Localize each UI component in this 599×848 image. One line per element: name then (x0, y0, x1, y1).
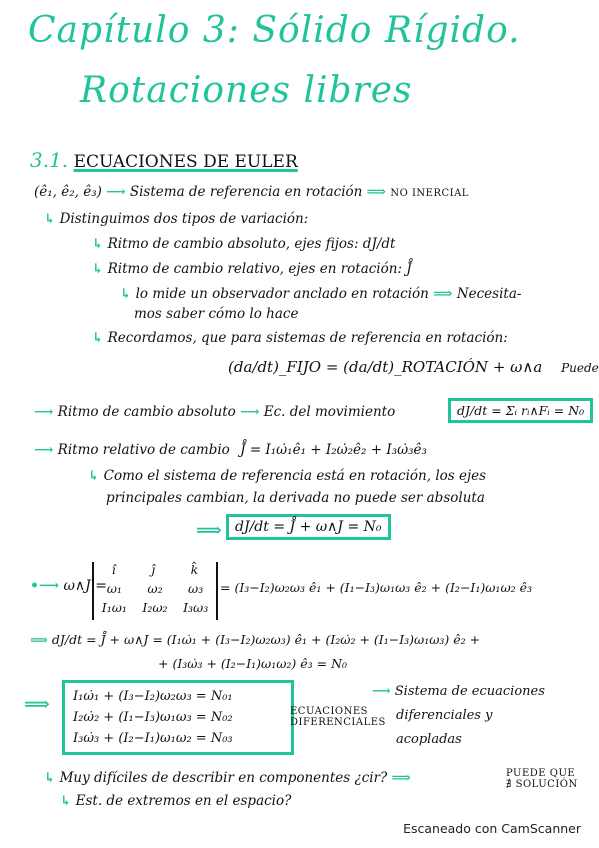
section-title: ECUACIONES DE EULER (73, 152, 298, 172)
closing-side-1: PUEDE QUE (506, 768, 576, 779)
rotation-formula-text: (da/dt)_FIJO = (da/dt)_ROTACIÓN + ω∧a (228, 358, 543, 376)
measured-text: lo mide un observador anclado en rotación (135, 286, 429, 302)
hook-arrow-icon: ↳ (60, 793, 72, 809)
hook-arrow-icon: ↳ (44, 211, 56, 227)
necessity-text: Necesita- (456, 286, 522, 302)
diff-eq-label (290, 706, 386, 728)
double-arrow-icon: ⟹ (30, 632, 48, 647)
chapter-title-line2: Rotaciones libres (80, 70, 413, 111)
necessity-line-2: mos saber cómo lo hace (134, 306, 299, 322)
arrow-right-icon: ⟹ (391, 770, 411, 786)
hook-arrow-icon: ↳ (120, 286, 132, 302)
absolute-rate-box: dJ/dt = Σᵢ rᵢ∧Fᵢ = N₀ (448, 398, 593, 423)
matrix-cell: ω₂ (147, 581, 163, 596)
system-desc (372, 684, 545, 699)
hook-arrow-icon: ↳ (44, 770, 56, 786)
hook-arrow-icon: ↳ (92, 236, 104, 252)
arrow-right-icon: ⟶ (106, 184, 126, 200)
relative-rate-formula: J̊ = I₁ω̇₁ê₁ + I₂ω̇₂ê₂ + I₃ω̇₃ê₃ (240, 442, 427, 458)
measured-line (120, 286, 521, 302)
closing-line-2 (60, 793, 291, 809)
matrix-cell: ω₃ (188, 581, 204, 596)
diff-eq-label-2: DIFERENCIALES (290, 717, 386, 728)
matrix-cell: k̂ (190, 562, 199, 577)
diff-eq-label-1: ECUACIONES (290, 706, 368, 717)
euler-eq-3: I₃ω̇₃ + (I₂−I₁)ω₁ω₂ = N₀₃ (73, 731, 233, 746)
system-arrow (24, 694, 50, 715)
dot-arrow-icon: •⟶ (30, 578, 60, 594)
closing-text-1: Muy difíciles de describir en componentes ¿cir? (59, 770, 388, 786)
basis: (ê₁, ê₂, ê₃) (34, 184, 102, 200)
arrow-right-icon: ⟶ (372, 684, 391, 699)
relative-text: Ritmo de cambio relativo, ejes en rotación: J̊ (107, 261, 412, 277)
note-line-2: principales cambian, la derivada no puede ser absoluta (106, 490, 485, 506)
note-text-1: Como el sistema de referencia está en rotación, los ejes (103, 468, 487, 484)
matrix-cell: ĵ (151, 562, 156, 577)
absolute-rate-line (34, 404, 395, 420)
matrix-cell: î (111, 562, 116, 577)
scanner-watermark: Escaneado con CamScanner (403, 821, 581, 836)
absolute-rate-label: Ritmo de cambio absoluto (57, 404, 236, 420)
closing-line-1 (44, 770, 411, 786)
cross-result: = (I₃−I₂)ω₂ω₃ ê₁ + (I₁−I₃)ω₁ω₃ ê₂ + (I₂−I₁)ω₁ω₂ ê₃ (220, 580, 533, 595)
chapter-title-line1: Capítulo 3: Sólido Rígido. (28, 10, 521, 51)
rotation-formula (228, 358, 599, 376)
frame-text: Sistema de referencia en rotación (129, 184, 363, 200)
determinant-matrix (92, 562, 218, 620)
arrow-right-icon: ⟶ (34, 404, 54, 420)
matrix-cell: ω₁ (106, 581, 122, 596)
absolute-line (92, 236, 395, 252)
arrow-right-icon: ⟹ (366, 184, 387, 200)
system-desc-1: Sistema de ecuaciones (394, 684, 545, 699)
matrix-cell: I₂ω₂ (142, 600, 168, 615)
recall-text: Recordamos, que para sistemas de referencia en rotación: (107, 330, 508, 346)
arrow-right-icon: ⟹ (433, 286, 453, 302)
absolute-text: Ritmo de cambio absoluto, ejes fijos: dJ/dt (107, 236, 396, 252)
double-arrow-icon: ⟹ (196, 520, 222, 541)
full-eq-line-2: + (I₃ω̇₃ + (I₂−I₁)ω₁ω₂) ê₃ = N₀ (158, 656, 348, 671)
arrow-right-icon: ⟶ (240, 404, 260, 420)
matrix-row (94, 581, 216, 600)
system-desc-line-3: acopladas (396, 732, 462, 747)
relative-rate-line (34, 442, 427, 458)
matrix-cell: I₁ω₁ (101, 600, 127, 615)
closing-text-2: Est. de extremos en el espacio? (75, 793, 292, 809)
hook-arrow-icon: ↳ (92, 261, 104, 277)
full-eq-line-1 (30, 632, 480, 647)
matrix-cell: I₃ω₃ (183, 600, 209, 615)
euler-system-box (62, 680, 294, 755)
hook-arrow-icon: ↳ (92, 330, 104, 346)
euler-vector-box: dJ/dt = J̊ + ω∧J = N₀ (226, 514, 391, 540)
euler-eq-1: I₁ω̇₁ + (I₃−I₂)ω₂ω₃ = N₀₁ (73, 689, 233, 704)
recall-line (92, 330, 508, 346)
two-types-text: Distinguimos dos tipos de variación: (59, 211, 309, 227)
noninertial-text: NO INERCIAL (390, 188, 469, 199)
double-arrow-icon: ⟹ (24, 694, 50, 715)
closing-side-2: ∄ SOLUCIÓN (506, 779, 578, 790)
motion-eq-label: Ec. del movimiento (263, 404, 396, 420)
relative-line (92, 261, 412, 277)
cross-lhs-text: ω∧J = (63, 578, 107, 594)
relative-rate-label: Ritmo relativo de cambio (57, 442, 230, 458)
system-desc-line-2: diferenciales y (396, 708, 493, 723)
closing-side (506, 768, 578, 790)
basis-line (34, 184, 469, 200)
hook-arrow-icon: ↳ (88, 468, 100, 484)
full-eq-text-1: dJ/dt = J̊ + ω∧J = (I₁ω̇₁ + (I₃−I₂)ω₂ω₃) ê₁ + (I₂ω̇₂ + (I₁−I₃)ω₁ω₃) ê₂ + (51, 632, 481, 647)
arrow-right-icon: ⟶ (34, 442, 54, 458)
puede-text: Puede (561, 361, 599, 375)
matrix-row (94, 600, 216, 619)
section-heading (30, 148, 298, 172)
section-number: 3.1. (30, 148, 69, 172)
matrix-row (94, 562, 216, 581)
euler-eq-2: I₂ω̇₂ + (I₁−I₃)ω₁ω₃ = N₀₂ (73, 710, 233, 725)
two-types-line (44, 211, 308, 227)
boxed-eq-arrow (196, 520, 222, 541)
note-line-1 (88, 468, 486, 484)
